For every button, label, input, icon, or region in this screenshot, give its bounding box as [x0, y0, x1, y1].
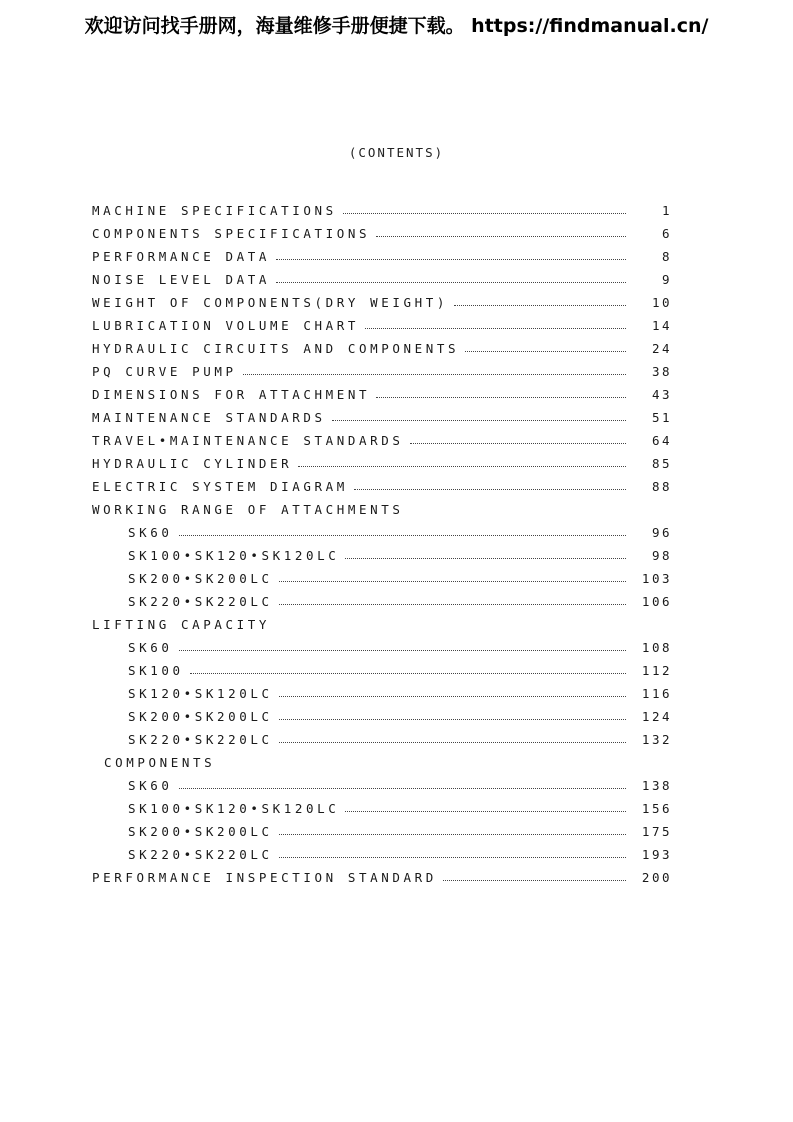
- toc-entry-title: SK60: [128, 640, 173, 655]
- toc-entry-page: 132: [641, 732, 672, 747]
- dot-leader: [376, 236, 626, 237]
- toc-entry-title: SK200•SK200LC: [128, 709, 273, 724]
- toc-entry-title: NOISE LEVEL DATA: [92, 272, 271, 287]
- toc-subentry[interactable]: [92, 636, 672, 659]
- toc-subentry[interactable]: [92, 567, 672, 590]
- dot-leader: [332, 420, 626, 421]
- toc-entry[interactable]: [92, 268, 672, 291]
- toc-entry-title: SK220•SK220LC: [128, 732, 273, 747]
- contents-heading: (CONTENTS): [348, 145, 445, 160]
- dot-leader: [345, 558, 626, 559]
- toc-subentry[interactable]: [92, 774, 672, 797]
- dot-leader: [279, 696, 626, 697]
- dot-leader: [279, 581, 626, 582]
- toc-entry-title: HYDRAULIC CIRCUITS AND COMPONENTS: [92, 341, 460, 356]
- dot-leader: [179, 788, 626, 789]
- toc-entry-title: COMPONENTS: [104, 755, 216, 770]
- toc-entry-page: 108: [641, 640, 672, 655]
- dot-leader: [276, 282, 626, 283]
- banner-text: 欢迎访问找手册网，海量维修手册便捷下载。 https://findmanual.cn/: [84, 15, 709, 37]
- toc-entry-title: PQ CURVE PUMP: [92, 364, 237, 379]
- toc-entry-page: 98: [651, 548, 672, 563]
- toc-entry[interactable]: [92, 337, 672, 360]
- toc-entry-page: 64: [651, 433, 672, 448]
- dot-leader: [279, 857, 626, 858]
- toc-entry-title: MAINTENANCE STANDARDS: [92, 410, 326, 425]
- dot-leader: [465, 351, 626, 352]
- toc-entry-title: TRAVEL•MAINTENANCE STANDARDS: [92, 433, 404, 448]
- toc-subentry[interactable]: [92, 820, 672, 843]
- toc-entry-title: LUBRICATION VOLUME CHART: [92, 318, 360, 333]
- toc-entry-page: 10: [651, 295, 672, 310]
- toc-group-heading[interactable]: [92, 498, 672, 521]
- toc-entry[interactable]: [92, 360, 672, 383]
- toc-entry-page: 193: [641, 847, 672, 862]
- dot-leader: [443, 880, 626, 881]
- toc-entry[interactable]: [92, 475, 672, 498]
- toc-entry-page: 88: [651, 479, 672, 494]
- toc-entry-page: 24: [651, 341, 672, 356]
- dot-leader: [410, 443, 626, 444]
- toc-entry-title: HYDRAULIC CYLINDER: [92, 456, 293, 471]
- toc-entry-page: 124: [641, 709, 672, 724]
- toc-entry-title: SK100•SK120•SK120LC: [128, 548, 340, 563]
- dot-leader: [376, 397, 626, 398]
- toc-entry[interactable]: [92, 222, 672, 245]
- toc-entry-title: SK60: [128, 525, 173, 540]
- toc-subentry[interactable]: [92, 705, 672, 728]
- toc-entry[interactable]: [92, 383, 672, 406]
- toc-entry-page: 1: [661, 203, 672, 218]
- toc-entry-title: SK200•SK200LC: [128, 571, 273, 586]
- table-of-contents: [92, 199, 672, 889]
- toc-entry-page: 96: [651, 525, 672, 540]
- toc-entry-title: WEIGHT OF COMPONENTS(DRY WEIGHT): [92, 295, 449, 310]
- toc-subentry[interactable]: [92, 544, 672, 567]
- dot-leader: [298, 466, 626, 467]
- toc-subentry[interactable]: [92, 659, 672, 682]
- dot-leader: [279, 604, 626, 605]
- dot-leader: [279, 719, 626, 720]
- toc-entry-page: 8: [661, 249, 672, 264]
- toc-entry-page: 38: [651, 364, 672, 379]
- toc-entry[interactable]: [92, 314, 672, 337]
- toc-entry-title: PERFORMANCE INSPECTION STANDARD: [92, 870, 437, 885]
- toc-subentry[interactable]: [92, 843, 672, 866]
- toc-entry-title: PERFORMANCE DATA: [92, 249, 271, 264]
- toc-entry-title: LIFTING CAPACITY: [92, 617, 271, 632]
- dot-leader: [276, 259, 626, 260]
- toc-entry[interactable]: [92, 429, 672, 452]
- toc-group-heading[interactable]: [92, 613, 672, 636]
- toc-entry-page: 112: [641, 663, 672, 678]
- toc-entry-page: 116: [641, 686, 672, 701]
- toc-subentry[interactable]: [92, 521, 672, 544]
- dot-leader: [354, 489, 626, 490]
- toc-group-heading[interactable]: [92, 751, 672, 774]
- toc-entry-page: 6: [661, 226, 672, 241]
- toc-entry-title: SK220•SK220LC: [128, 847, 273, 862]
- toc-entry-page: 200: [641, 870, 672, 885]
- dot-leader: [243, 374, 626, 375]
- toc-entry-page: 51: [651, 410, 672, 425]
- dot-leader: [343, 213, 626, 214]
- toc-entry-page: 175: [641, 824, 672, 839]
- toc-entry-title: SK120•SK120LC: [128, 686, 273, 701]
- toc-entry-title: SK220•SK220LC: [128, 594, 273, 609]
- site-banner: [0, 8, 793, 44]
- dot-leader: [179, 650, 626, 651]
- toc-subentry[interactable]: [92, 797, 672, 820]
- toc-entry-page: 156: [641, 801, 672, 816]
- toc-entry[interactable]: [92, 406, 672, 429]
- toc-entry[interactable]: [92, 199, 672, 222]
- toc-entry-page: 106: [641, 594, 672, 609]
- toc-entry-title: SK100: [128, 663, 184, 678]
- dot-leader: [454, 305, 626, 306]
- dot-leader: [179, 535, 626, 536]
- toc-entry-page: 103: [641, 571, 672, 586]
- toc-entry[interactable]: [92, 452, 672, 475]
- toc-entry[interactable]: [92, 866, 672, 889]
- dot-leader: [345, 811, 626, 812]
- toc-entry-title: SK60: [128, 778, 173, 793]
- toc-entry-title: WORKING RANGE OF ATTACHMENTS: [92, 502, 404, 517]
- dot-leader: [279, 742, 626, 743]
- toc-entry-title: MACHINE SPECIFICATIONS: [92, 203, 337, 218]
- toc-entry-page: 14: [651, 318, 672, 333]
- toc-entry[interactable]: [92, 245, 672, 268]
- toc-entry-title: ELECTRIC SYSTEM DIAGRAM: [92, 479, 348, 494]
- dot-leader: [365, 328, 626, 329]
- toc-entry-page: 43: [651, 387, 672, 402]
- toc-subentry[interactable]: [92, 728, 672, 751]
- toc-entry-page: 85: [651, 456, 672, 471]
- toc-entry-title: DIMENSIONS FOR ATTACHMENT: [92, 387, 371, 402]
- toc-entry-title: COMPONENTS SPECIFICATIONS: [92, 226, 371, 241]
- toc-subentry[interactable]: [92, 682, 672, 705]
- dot-leader: [279, 834, 626, 835]
- toc-entry-page: 9: [661, 272, 672, 287]
- toc-entry-title: SK200•SK200LC: [128, 824, 273, 839]
- dot-leader: [190, 673, 626, 674]
- toc-entry[interactable]: [92, 291, 672, 314]
- toc-entry-title: SK100•SK120•SK120LC: [128, 801, 340, 816]
- toc-entry-page: 138: [641, 778, 672, 793]
- toc-subentry[interactable]: [92, 590, 672, 613]
